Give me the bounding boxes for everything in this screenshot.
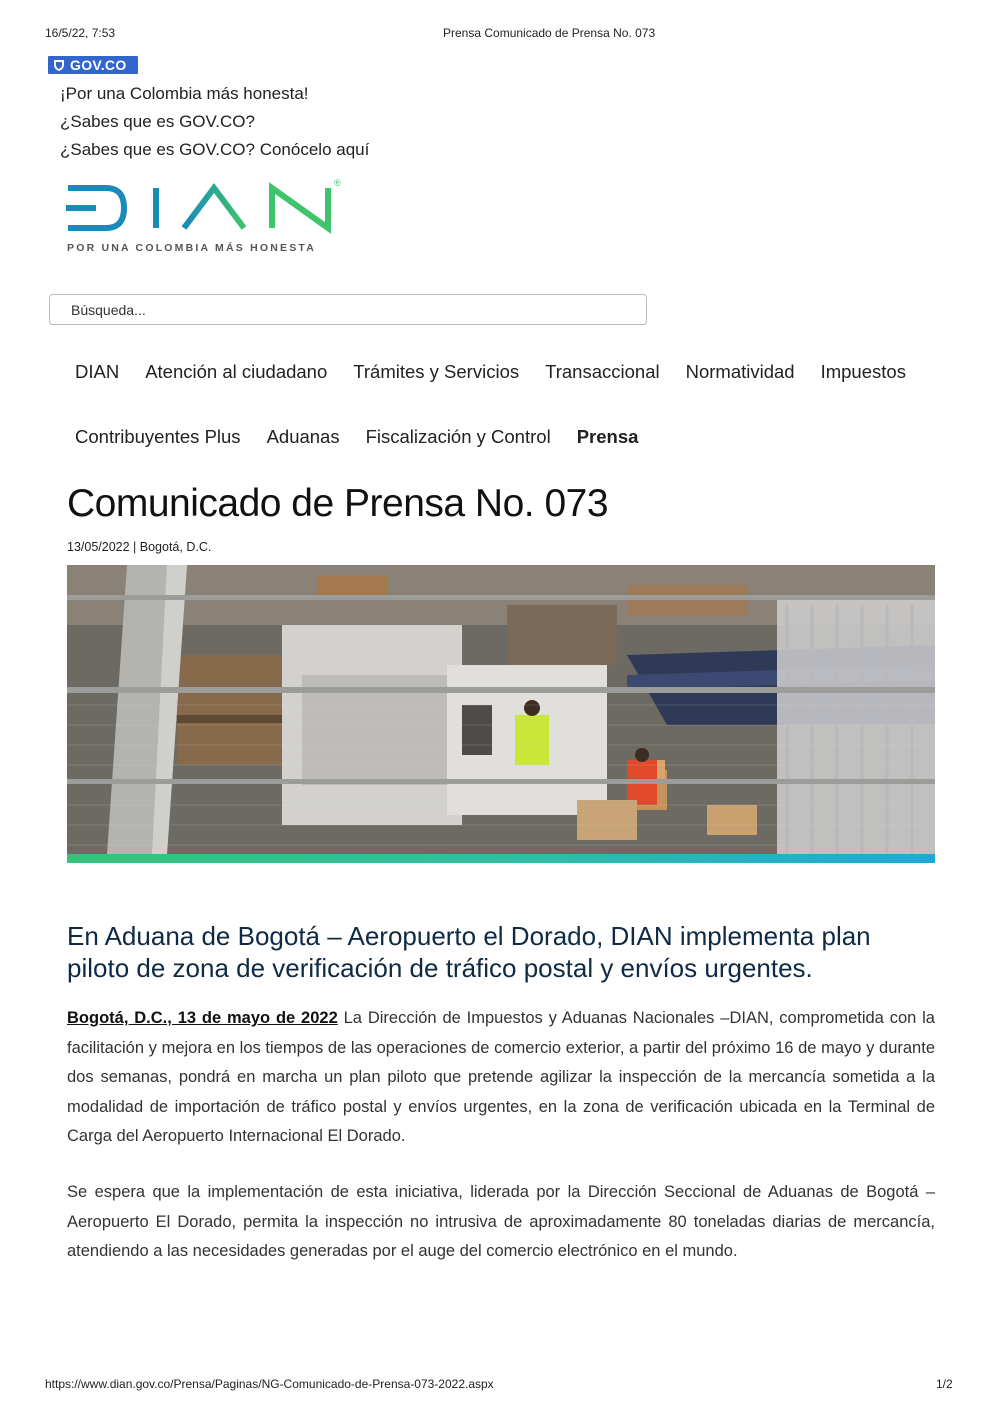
hero-image	[67, 565, 935, 854]
search-input[interactable]	[50, 295, 646, 324]
article-subheading: En Aduana de Bogotá – Aeropuerto el Dorado, DIAN implementa plan piloto de zona de verificación de tráfico postal y envíos urgentes.	[67, 921, 871, 983]
print-url: https://www.dian.gov.co/Prensa/Paginas/NG-Comunicado-de-Prensa-073-2022.aspx	[45, 1377, 494, 1391]
page-title: Comunicado de Prensa No. 073	[67, 482, 609, 525]
hero-accent-bar	[67, 854, 935, 863]
print-page-number: 1/2	[936, 1377, 953, 1391]
dian-tagline: POR UNA COLOMBIA MÁS HONESTA	[67, 242, 317, 254]
article-meta: 13/05/2022 | Bogotá, D.C.	[67, 540, 212, 554]
nav-atencion-ciudadano[interactable]: Atención al ciudadano	[145, 361, 328, 382]
dian-wordmark	[66, 180, 346, 238]
main-nav-row-2	[75, 426, 638, 448]
article-paragraph-2: Se espera que la implementación de esta iniciativa, liderada por la Dirección Seccional de Aduanas de Bogotá – Aeropuerto El Dorado, permita la inspección no intrusiva de aproximadamente 80 toneladas diarias de mercancía, atendiendo a las necesidades generadas por el auge del comercio electrónico en el mundo.	[67, 1183, 935, 1260]
article-paragraph-1	[67, 1004, 935, 1152]
paragraph-1-body: La Dirección de Impuestos y Aduanas Nacionales –DIAN, comprometida con la facilitación y mejora en los tiempos de las operaciones de comercio exterior, a partir del próximo 16 de mayo y durante dos semanas, pondrá en marcha un plan piloto que pretende agilizar la inspección de la mercancía sometida a la modalidad de importación de tráfico postal y envíos urgentes, en la zona de verificación ubicada en la Terminal de Carga del Aeropuerto Internacional El Dorado.	[67, 1009, 935, 1145]
nav-contribuyentes-plus[interactable]: Contribuyentes Plus	[75, 426, 241, 447]
gov-co-badge-text: GOV.CO	[70, 57, 127, 73]
nav-dian[interactable]: DIAN	[75, 361, 120, 382]
colombia-shield-icon	[52, 58, 66, 72]
search-box[interactable]	[49, 294, 647, 325]
print-datetime: 16/5/22, 7:53	[45, 26, 116, 40]
gov-about-link[interactable]: ¿Sabes que es GOV.CO?	[60, 112, 255, 131]
nav-normatividad[interactable]: Normatividad	[685, 361, 795, 382]
warehouse-photo	[67, 565, 935, 854]
gov-slogan: ¡Por una Colombia más honesta!	[60, 84, 309, 103]
gov-know-more-link[interactable]: ¿Sabes que es GOV.CO? Conócelo aquí	[60, 140, 370, 159]
print-doc-title: Prensa Comunicado de Prensa No. 073	[443, 26, 656, 40]
nav-fiscalizacion-control[interactable]: Fiscalización y Control	[365, 426, 551, 447]
nav-transaccional[interactable]: Transaccional	[545, 361, 660, 382]
nav-aduanas[interactable]: Aduanas	[266, 426, 340, 447]
nav-tramites-servicios[interactable]: Trámites y Servicios	[353, 361, 520, 382]
registered-mark: ®	[334, 178, 341, 188]
dateline: Bogotá, D.C., 13 de mayo de 2022	[67, 1009, 338, 1027]
nav-prensa[interactable]: Prensa	[576, 426, 639, 447]
main-nav-row-1	[75, 361, 906, 383]
nav-impuestos[interactable]: Impuestos	[820, 361, 906, 382]
gov-co-badge[interactable]	[48, 56, 138, 74]
